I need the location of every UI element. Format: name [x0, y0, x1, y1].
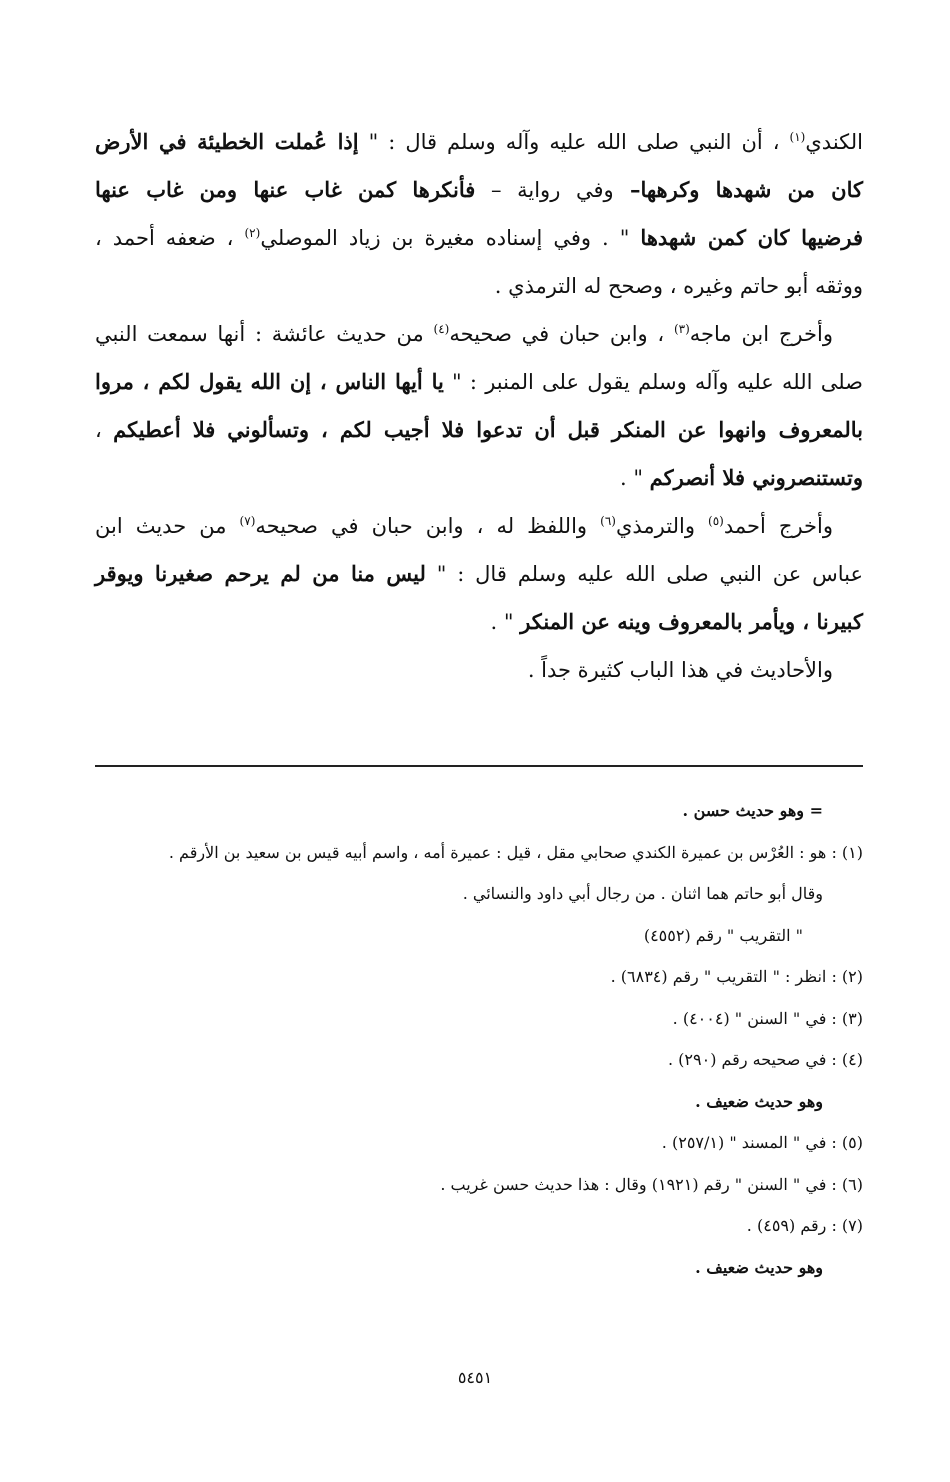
footnote-reference: (٥): [708, 514, 724, 528]
bold-text: إذا عُملت الخطيئة في الأرض: [95, 129, 359, 154]
bold-text: كبيرنا ، ويأمر بالمعروف وينه عن المنكر: [520, 609, 863, 634]
footnote-separator: [95, 765, 863, 767]
text-segment: (٧) : رقم (٤٥٩) .: [746, 1216, 863, 1235]
footnotes: [95, 790, 863, 1288]
footnote-reference: (٧): [239, 514, 256, 528]
text-segment: (٣) : في " السنن " (٤٠٠٤) .: [672, 1008, 863, 1028]
footnote-line-8: [95, 1081, 863, 1123]
text-segment: " .: [490, 610, 521, 634]
bold-text: = وهو حديث حسن .: [682, 801, 823, 820]
bold-text: وتستنصروني فلا أنصركم: [649, 465, 863, 490]
body-line-1: [95, 118, 863, 166]
text-segment: ، وابن حبان في صحيحه: [449, 322, 674, 346]
footnote-line-7: [95, 1039, 863, 1081]
page-number: ٥٤٥١: [457, 1368, 493, 1387]
text-segment: وأخرج ابن ماجه: [689, 322, 833, 346]
text-segment: الكندي: [805, 130, 863, 154]
text-segment: عباس عن النبي صلى الله عليه وسلم قال : ": [425, 562, 864, 586]
footnote-reference: (٦): [600, 514, 616, 528]
text-segment: وأخرج أحمد: [723, 514, 833, 538]
text-segment: من حديث عائشة : أنها سمعت النبي: [95, 322, 434, 346]
body-line-10: [95, 550, 863, 598]
footnote-line-5: [95, 956, 863, 998]
text-segment: ، ضعفه أحمد ،: [95, 226, 245, 250]
bold-text: وهو حديث ضعيف .: [695, 1257, 823, 1277]
footnote-reference: (٤): [433, 322, 450, 336]
body-line-8: [95, 454, 863, 502]
footnote-line-4: [95, 915, 863, 957]
footnote-reference: (٣): [673, 322, 690, 336]
bold-text: كان من شهدها وكرهها–: [613, 177, 863, 202]
bold-text: بالمعروف وانهوا عن المنكر قبل أن تدعوا فلا أجيب لكم ، وتسألوني فلا أعطيكم: [113, 417, 863, 442]
text-segment: واللفظ له ، وابن حبان في صحيحه: [255, 514, 601, 538]
text-segment: (١) : هو : العُرْس بن عميرة الكندي صحابي مقل ، قيل : عميرة أمه ، واسم أبيه قيس بن سعيد بن الأرقم .: [168, 842, 863, 862]
body-line-12: [95, 646, 863, 694]
bold-text: وهو حديث ضعيف .: [695, 1091, 823, 1111]
footnote-line-2: [95, 832, 863, 874]
body-line-3: [95, 214, 863, 262]
text-segment: والترمذي: [615, 514, 709, 538]
footnote-line-10: [95, 1164, 863, 1206]
text-segment: (٢) : انظر : " التقريب " رقم (٦٨٣٤) .: [610, 967, 863, 986]
body-line-7: [95, 406, 863, 454]
text-segment: " التقريب " رقم (٤٥٥٢): [643, 925, 803, 945]
body-line-11: [95, 598, 863, 646]
footnote-line-3: [95, 873, 863, 915]
text-segment: (٦) : في " السنن " رقم (١٩٢١) وقال : هذا حديث حسن غريب .: [440, 1174, 863, 1194]
footnote-line-1: [95, 790, 863, 832]
footnote-line-9: [95, 1122, 863, 1164]
footnote-line-12: [95, 1247, 863, 1289]
text-segment: وفي رواية –: [475, 178, 614, 202]
text-segment: ووثقه أبو حاتم وغيره ، وصحح له الترمذي .: [494, 274, 863, 298]
bold-text: ليس منا من لم يرحم صغيرنا ويوقر: [95, 561, 426, 586]
text-segment: " . وفي إسناده مغيرة بن زياد الموصلي: [260, 226, 641, 250]
text-segment: والأحاديث في هذا الباب كثيرة جداً .: [527, 658, 833, 682]
footnote-line-11: [95, 1205, 863, 1247]
body-line-4: [95, 262, 863, 310]
body-line-9: [95, 502, 863, 550]
bold-text: يا أيها الناس ، إن الله يقول لكم ، مروا: [95, 369, 444, 394]
text-segment: " .: [619, 466, 650, 490]
body-line-6: [95, 358, 863, 406]
body-line-5: [95, 310, 863, 358]
text-segment: من حديث ابن: [95, 514, 240, 538]
footnote-reference: (١): [789, 130, 806, 144]
bold-text: فأنكرها كمن غاب عنها ومن غاب عنها: [95, 177, 476, 202]
footnote-line-6: [95, 998, 863, 1040]
text-segment: وقال أبو حاتم هما اثنان . من رجال أبي داود والنسائي .: [462, 884, 823, 903]
text-segment: صلى الله عليه وآله وسلم يقول على المنبر : ": [443, 370, 863, 394]
text-segment: ،: [95, 418, 114, 442]
body-line-2: [95, 166, 863, 214]
main-text: [95, 118, 863, 694]
text-segment: (٤) : في صحيحه رقم (٢٩٠) .: [667, 1050, 863, 1069]
bold-text: فرضيها كان كمن شهدها: [640, 225, 863, 250]
text-segment: ، أن النبي صلى الله عليه وآله وسلم قال : ": [358, 130, 790, 154]
text-segment: (٥) : في " المسند " (٢٥٧/١) .: [661, 1133, 863, 1152]
footnote-reference: (٢): [244, 226, 261, 240]
